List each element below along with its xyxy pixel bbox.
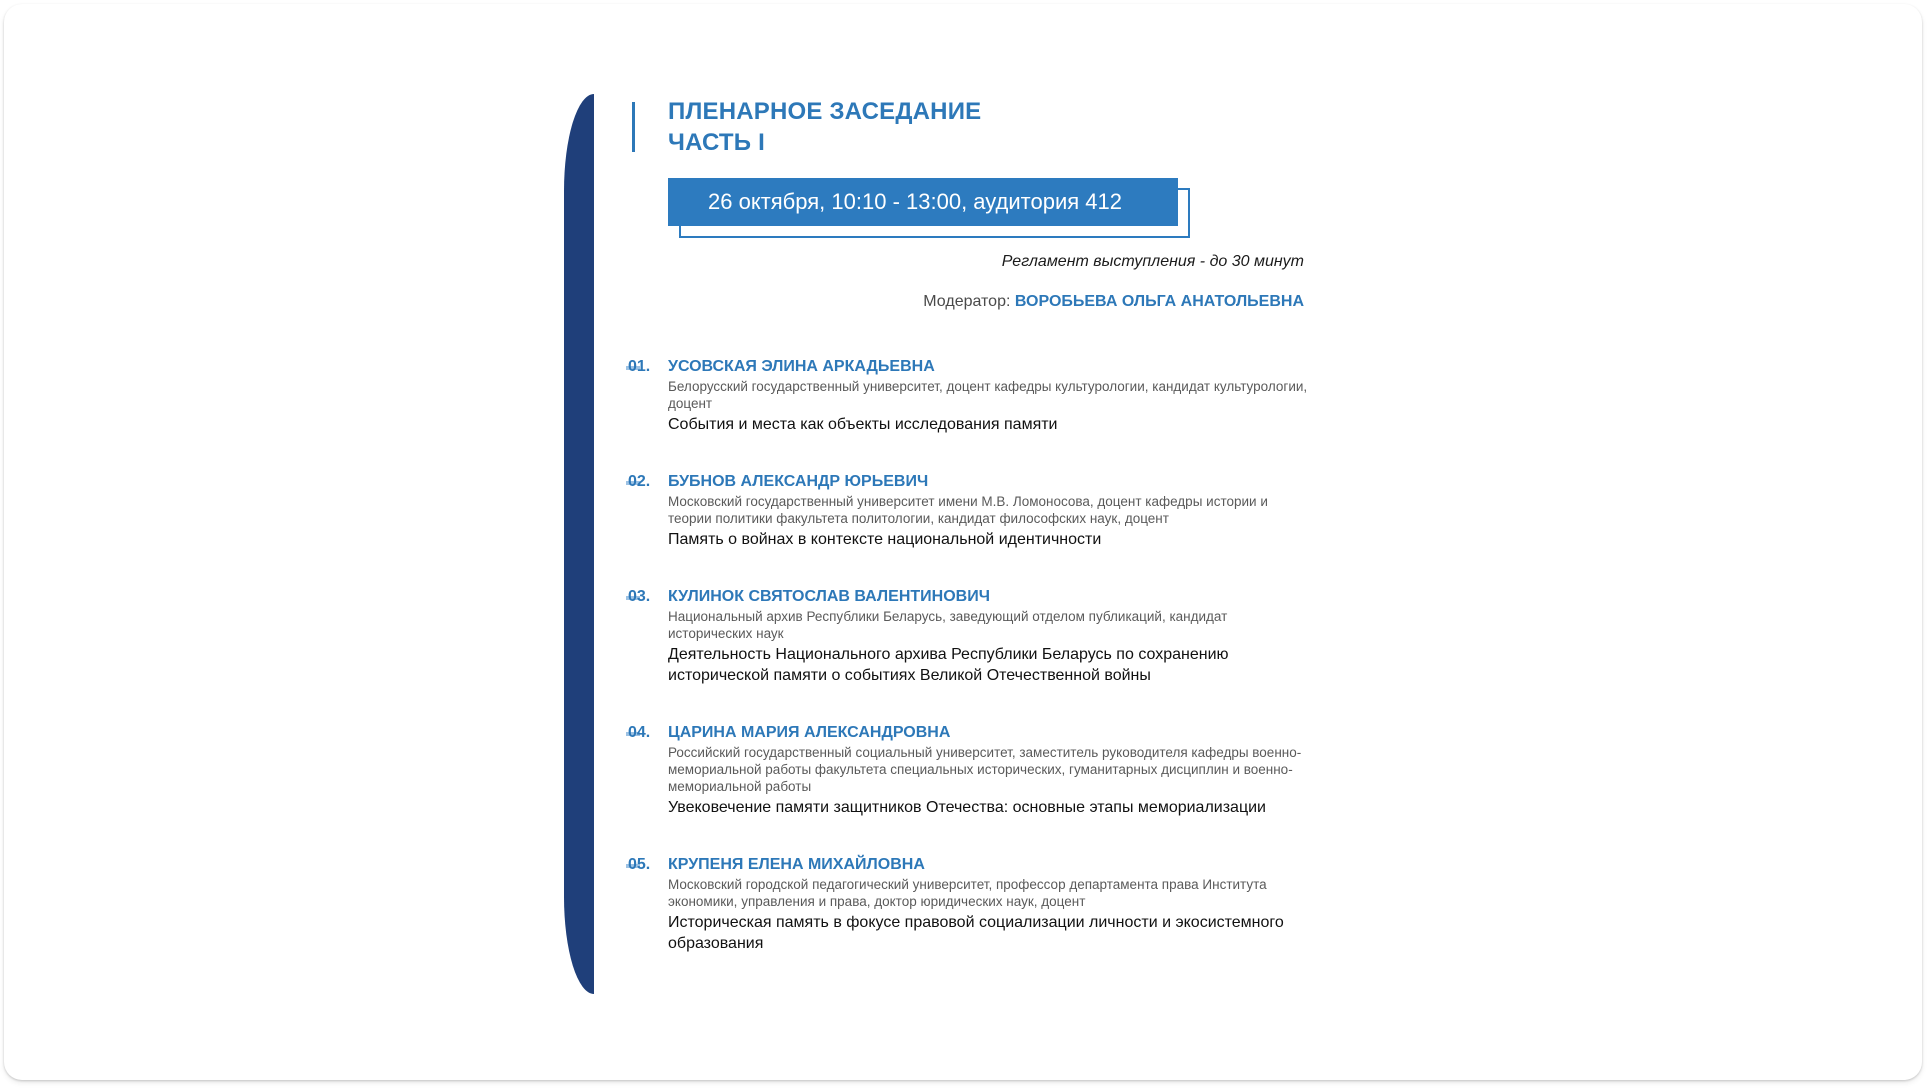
session-title-line2: ЧАСТЬ I — [668, 129, 765, 156]
date-time-room-banner: 26 октября, 10:10 - 13:00, аудитория 412 — [668, 178, 1178, 226]
speech-regulation: Регламент выступления - до 30 минут — [1001, 253, 1304, 270]
document-viewer — [4, 4, 1922, 1080]
moderator-label: Модератор: — [923, 293, 1011, 310]
session-title — [668, 96, 981, 158]
speaker-name: УСОВСКАЯ ЭЛИНА АРКАДЬЕВНА — [668, 358, 935, 375]
title-accent-rule — [632, 102, 635, 152]
speaker-number: 01. — [628, 358, 651, 375]
moderator-name: ВОРОБЬЕВА ОЛЬГА АНАТОЛЬЕВНА — [1014, 293, 1304, 310]
speaker-affiliation: Российский государственный социальный университет, заместитель руководителя кафедры военно-мемориальной работы факультета специальных исторических, гуманитарных дисциплин и военно-мемориальной работы — [668, 745, 1302, 794]
speaker-item — [564, 586, 1324, 686]
speaker-item — [564, 356, 1324, 435]
speaker-name: ЦАРИНА МАРИЯ АЛЕКСАНДРОВНА — [668, 724, 951, 741]
speaker-list — [564, 356, 1324, 990]
speaker-item — [564, 722, 1324, 818]
speaker-item — [564, 471, 1324, 550]
speaker-affiliation: Московский государственный университет имени М.В. Ломоносова, доцент кафедры истории и теории политики факультета политологии, кандидат философских наук, доцент — [668, 494, 1268, 526]
speaker-topic: Увековечение памяти защитников Отечества: основные этапы мемориализации — [668, 799, 1266, 816]
speaker-topic: Память о войнах в контексте национальной идентичности — [668, 531, 1102, 548]
session-title-line1: ПЛЕНАРНОЕ ЗАСЕДАНИЕ — [668, 98, 982, 125]
speaker-number: 02. — [628, 473, 651, 490]
speaker-item — [564, 854, 1324, 954]
speaker-topic: События и места как объекты исследования памяти — [668, 416, 1058, 433]
speaker-affiliation: Национальный архив Республики Беларусь, заведующий отделом публикаций, кандидат исторических наук — [668, 609, 1228, 641]
speaker-name: КУЛИНОК СВЯТОСЛАВ ВАЛЕНТИНОВИЧ — [668, 588, 990, 605]
speaker-number: 05. — [628, 856, 651, 873]
speaker-name: БУБНОВ АЛЕКСАНДР ЮРЬЕВИЧ — [668, 473, 929, 490]
moderator-line — [923, 293, 1304, 311]
program-page — [564, 94, 1324, 994]
speaker-affiliation: Московский городской педагогический университет, профессор департамента права Института экономики, управления и права, доктор юридических наук, доцент — [668, 877, 1267, 909]
speaker-topic: Историческая память в фокусе правовой социализации личности и экосистемного образования — [668, 914, 1284, 952]
speaker-number: 04. — [628, 724, 651, 741]
speaker-topic: Деятельность Национального архива Республики Беларусь по сохранению исторической памяти о событиях Великой Отечественной войны — [668, 646, 1229, 684]
speaker-number: 03. — [628, 588, 651, 605]
speaker-name: КРУПЕНЯ ЕЛЕНА МИХАЙЛОВНА — [668, 856, 925, 873]
speaker-affiliation: Белорусский государственный университет, доцент кафедры культурологии, кандидат культурологии, доцент — [668, 379, 1308, 411]
